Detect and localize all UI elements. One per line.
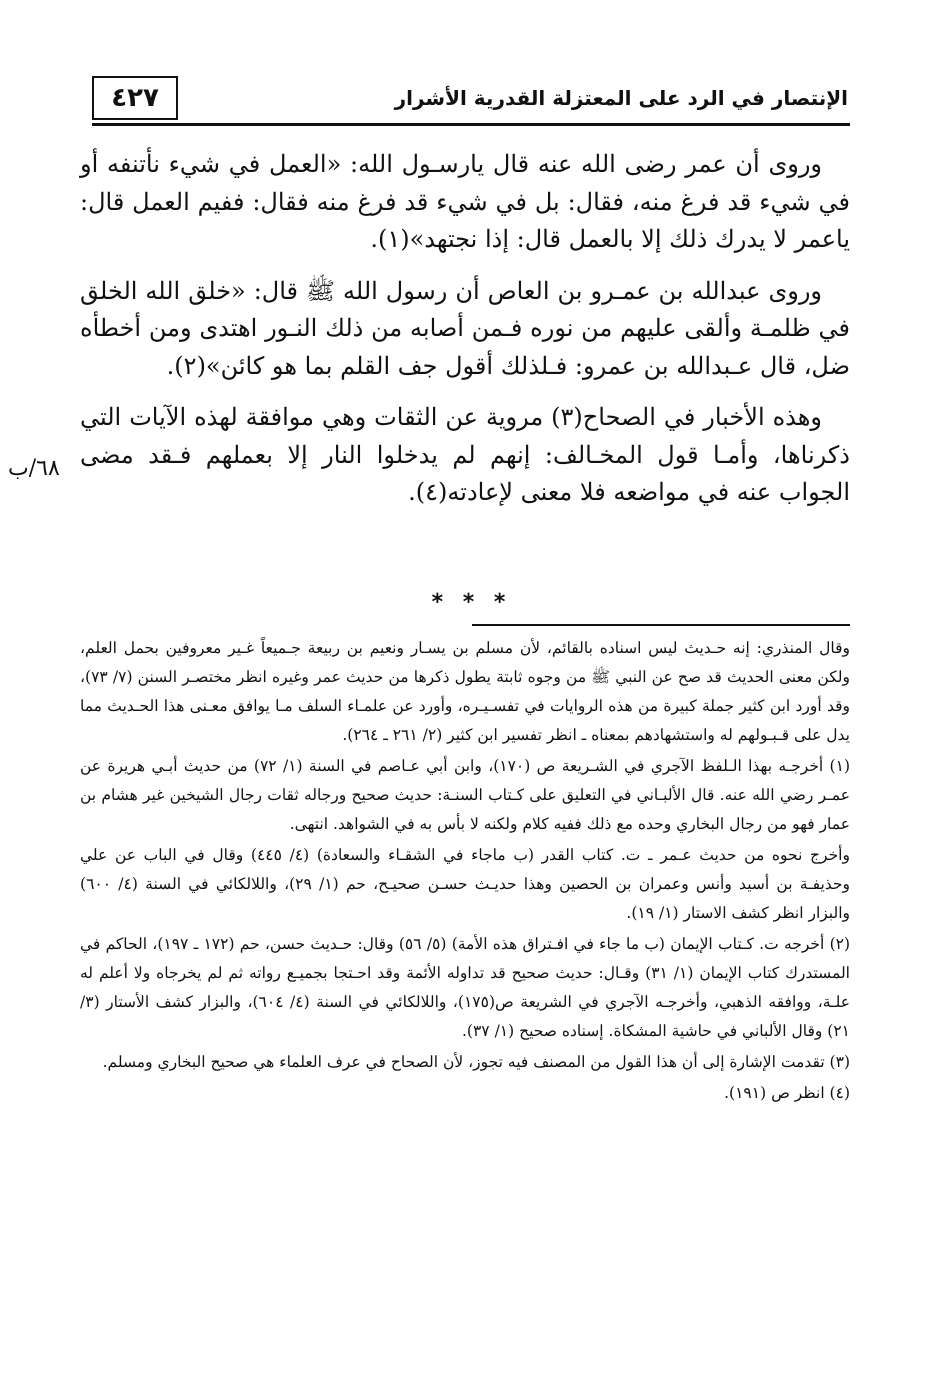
section-separator: * * *: [431, 590, 512, 615]
main-text: [80, 146, 850, 526]
footnote-3: (٣) تقدمت الإشارة إلى أن هذا القول من المصنف فيه تجوز، لأن الصحاح في عرف العلماء هي صحيح البخاري ومسلم.: [102, 1053, 850, 1071]
page-number: ٤٢٧: [92, 76, 178, 120]
footnote-1-extra: وأخرج نحوه من حديث عـمر ـ ت. كتاب القدر (ب ماجاء في الشقـاء والسعادة) (٤/ ٤٤٥) وقال في الباب عن علي وحذيفـة بن أسيد وأنس وعمران بن الحصين وهذا حديـث حسـن صحيـح، حم (١/ ٢٩)، واللالكائي في السنة (٤/ ٦٠٠) والبزار انظر كشف الاستار (١/ ١٩).: [80, 846, 850, 922]
footnote-1: (١) أخرجـه بهذا الـلفظ الآجري في الشـريعة ص (١٧٠)، وابن أبي عـاصم في السنة (١/ ٧٢) من حديث أبـي هريرة عن عمـر رضي الله عنه. قال الألبـاني في التعليق على كـتاب السنـة: حديث صحيح ورجاله ثقات رجال الشيخين غير هشام بن عمار فهو من رجال البخاري وحده مع ذلك ففيه كلام ولكنه لا بأس به في الشواهد. انتهى.: [80, 757, 850, 833]
header-divider: [92, 123, 850, 126]
running-title: الإنتصار في الرد على المعتزلة القدرية الأشرار: [394, 86, 848, 110]
paragraph-abdullah-hadith: وروى عبدالله بن عمـرو بن العاص أن رسول الله ﷺ قال: «خلق الله الخلق في ظلمـة وألقى عليهم من نوره فـمن أصابه من ذلك النـور اهتدى ومن أخطأه ضل، قال عـبدالله بن عمرو: فـلذلك أقول جف القلم بما هو كائن»(٢).: [80, 276, 850, 380]
footnote-divider: [472, 624, 850, 626]
paragraph-conclusion: وهذه الأخبار في الصحاح(٣) مروية عن الثقات وهي موافقة لهذه الآيات التي ذكرناها، وأمـا قول المخـالف: إنهم لم يدخلوا النار إلا بعملهم فـقد مضى الجواب عنه في مواضعه فلا معنى لإعادته(٤).: [80, 403, 850, 506]
footnote-4: (٤) انظر ص (١٩١).: [724, 1084, 850, 1102]
footnote-2: (٢) أخرجه ت. كـتاب الإيمان (ب ما جاء في افـتراق هذه الأمة) (٥/ ٥٦) وقال: حـديث حسن، حم (١٧٢ ـ ١٩٧)، الحاكم في المستدرك كتاب الإيمان (١/ ٣١) وقـال: حديث صحيح قد تداوله الأئمة وقد احـتجا بجميـع رواته ثم لم يخرجاه ولا أعلم له علـة، ووافقه الذهبي، وأخرجـه الآجري في الشريعة ص(١٧٥)، واللالكائي في السنة (٤/ ٦٠٤)، والبزار كشف الأستار (٣/ ٢١) وقال الألباني في حاشية المشكاة. إسناده صحيح (١/ ٣٧).: [80, 935, 851, 1040]
paragraph-umar-hadith: وروى أن عمر رضى الله عنه قال يارسـول الله: «العمل في شيء نأتنفه أو في شيء قد فرغ منه، فقال: بل في شيء قد فرغ منه فقال: ففيم العمل قال: ياعمر لا يدرك ذلك إلا بالعمل قال: إذا نجتهد»(١).: [80, 150, 850, 253]
footnote-continuation: وقال المنذري: إنه حـديث ليس اسناده بالقائم، لأن مسلم بن يسـار ونعيم بن ربيعة جـميعاً غـير معروفين بحمل العلم، ولكن معنى الحديث قد صح عن النبي ﷺ من وجوه ثابتة يطول ذكرها من حديث عمر وغيره انظر مختصـر السنن (٧/ ٧٣)، وقد أورد ابن كثير جملة كبيرة من هذه الروايات في تفسـيـره، وأورد عن علمـاء السلف مـا يوافق معـنى هذا الحـديث مما يدل على قـبـولهم له واستشهادهم بمعناه ـ انظر تفسير ابن كثير (٢/ ٢٦١ ـ ٢٦٤).: [80, 639, 850, 744]
footnotes: [80, 634, 850, 1110]
manuscript-folio-note: ٦٨/ب: [8, 456, 60, 481]
